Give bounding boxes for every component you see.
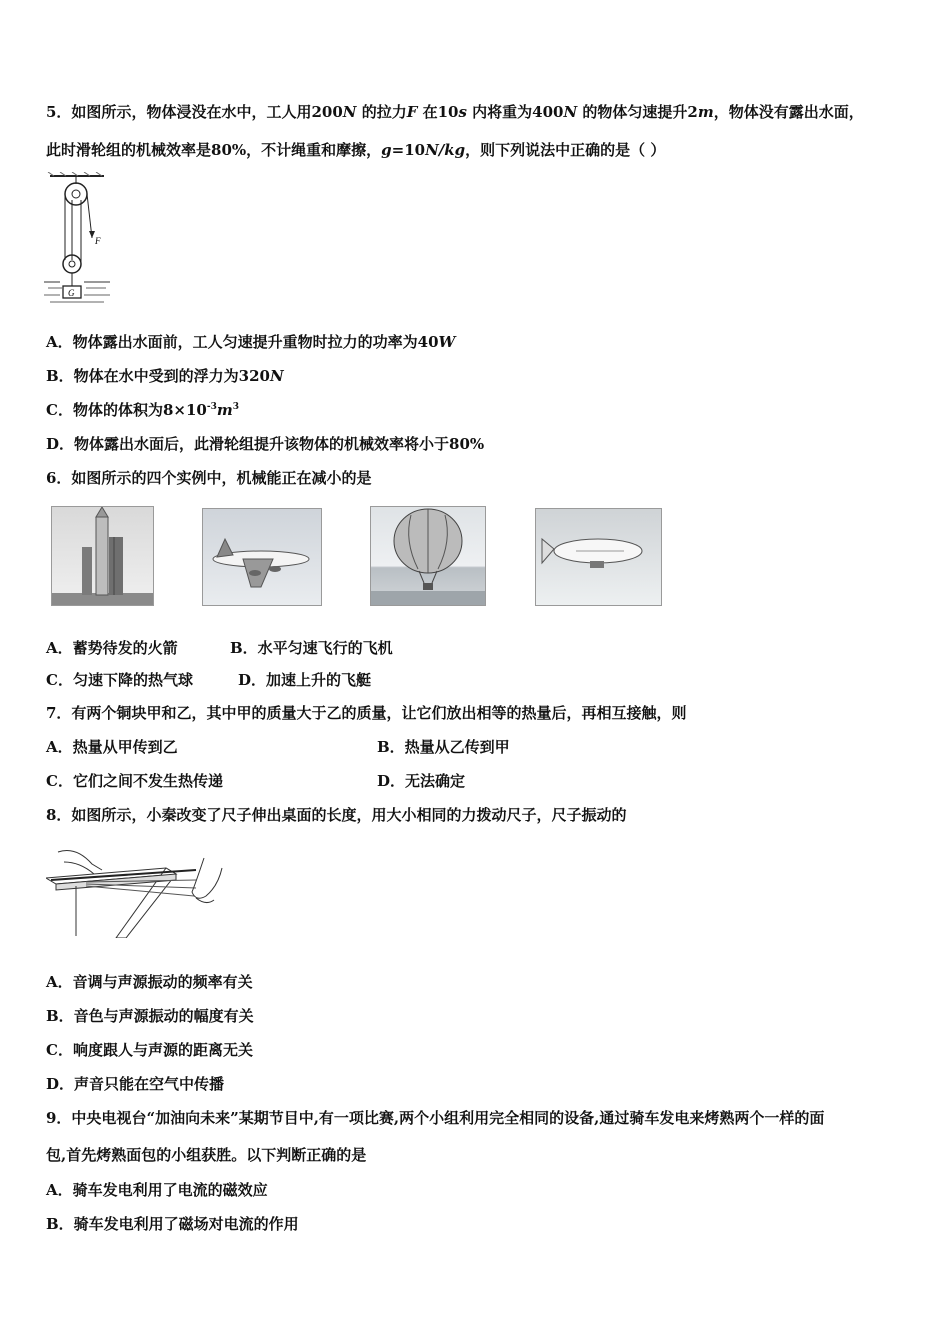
force-label: F <box>95 236 101 246</box>
airship-photo <box>535 508 662 606</box>
airplane-photo <box>202 508 322 606</box>
q6-stem: 6．如图所示的四个实例中，机械能正在减小的是 <box>46 469 372 487</box>
pulley-figure <box>44 172 114 312</box>
q5-option-d: D．物体露出水面后，此滑轮组提升该物体的机械效率将小于80% <box>46 435 485 453</box>
q9-option-a: A．骑车发电利用了电流的磁效应 <box>46 1181 268 1199</box>
q6-option-c: C．匀速下降的热气球 <box>46 671 193 689</box>
q7-option-c: C．它们之间不发生热传递 <box>46 772 223 790</box>
q7-stem: 7．有两个铜块甲和乙，其中甲的质量大于乙的质量，让它们放出相等的热量后，再相互接触，则 <box>46 704 687 722</box>
q8-stem: 8．如图所示，小秦改变了尺子伸出桌面的长度，用大小相同的力拨动尺子，尺子振动的 <box>46 806 627 824</box>
weight-label: G <box>68 288 75 298</box>
q5-stem-line2: 此时滑轮组的机械效率是80%，不计绳重和摩擦，g=10N/kg，则下列说法中正确的是（ ） <box>46 141 666 159</box>
q6-option-b: B．水平匀速飞行的飞机 <box>230 639 393 657</box>
q9-stem-line2: 包,首先烤熟面包的小组获胜。以下判断正确的是 <box>46 1146 367 1164</box>
q6-option-a: A．蓄势待发的火箭 <box>46 639 178 657</box>
q7-option-a: A．热量从甲传到乙 <box>46 738 178 756</box>
q5-option-b: B．物体在水中受到的浮力为320N <box>46 367 284 385</box>
q5-option-c: C．物体的体积为$8\times 10^{-3}m^3$ <box>46 401 239 419</box>
q5-stem-line1: 5．如图所示，物体浸没在水中，工人用200N 的拉力F 在10s 内将重为400N 的物体匀速提升2m，物体没有露出水面， <box>46 103 864 121</box>
q8-option-d: D．声音只能在空气中传播 <box>46 1075 225 1093</box>
ruler-vibration-figure <box>46 838 228 938</box>
q9-option-b: B．骑车发电利用了磁场对电流的作用 <box>46 1215 299 1233</box>
hot-air-balloon-photo <box>370 506 486 606</box>
q6-option-d: D．加速上升的飞艇 <box>238 671 372 689</box>
q8-option-c: C．响度跟人与声源的距离无关 <box>46 1041 253 1059</box>
q9-stem-line1: 9．中央电视台“加油向未来”某期节目中,有一项比赛,两个小组利用完全相同的设备,通过骑车发电来烤熟两个一样的面 <box>46 1109 825 1127</box>
q7-option-d: D．无法确定 <box>377 772 466 790</box>
q8-option-a: A．音调与声源振动的频率有关 <box>46 973 253 991</box>
q5-option-a: A．物体露出水面前，工人匀速提升重物时拉力的功率为40W <box>46 333 456 351</box>
q7-option-b: B．热量从乙传到甲 <box>377 738 510 756</box>
rocket-photo <box>51 506 154 606</box>
q8-option-b: B．音色与声源振动的幅度有关 <box>46 1007 254 1025</box>
